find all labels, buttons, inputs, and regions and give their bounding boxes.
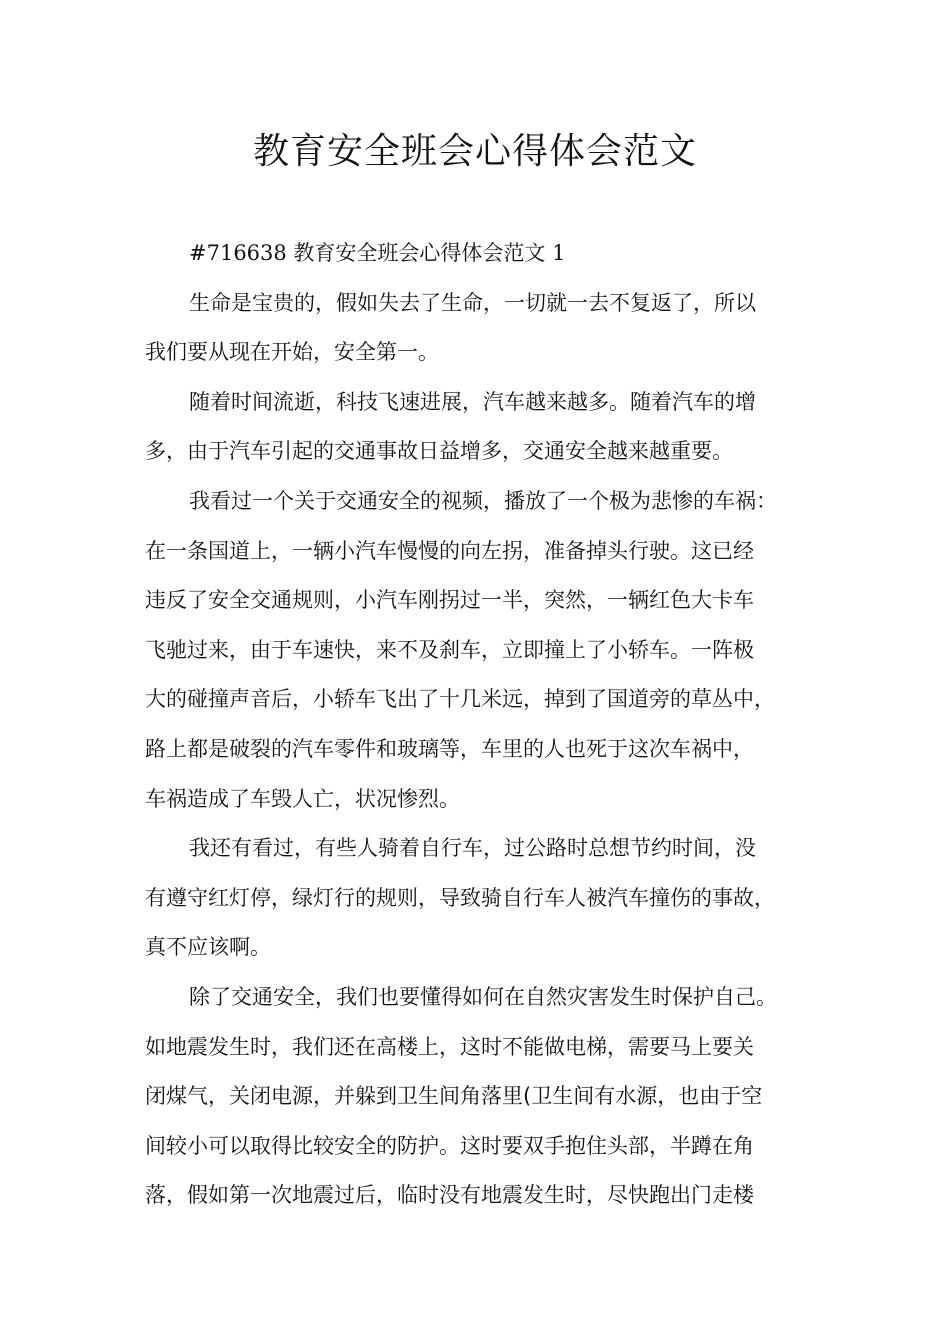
- paragraph-line: 路上都是破裂的汽车零件和玻璃等，车里的人也死于这次车祸中，: [145, 736, 754, 761]
- paragraph-line: 有遵守红灯停，绿灯行的规则，导致骑自行车人被汽车撞伤的事故，: [145, 885, 775, 910]
- paragraph-line: 我还有看过，有些人骑着自行车，过公路时总想节约时间，没: [189, 836, 756, 861]
- paragraph-line: 车祸造成了车毁人亡，状况惨烈。: [145, 786, 460, 811]
- document-title: 教育安全班会心得体会范文: [252, 131, 697, 172]
- section-heading: #716638 教育安全班会心得体会范文 1: [189, 241, 566, 265]
- paragraph-line: 大的碰撞声音后，小轿车飞出了十几米远，掉到了国道旁的草丛中，: [145, 687, 775, 712]
- paragraph-line: 真不应该啊。: [145, 935, 271, 960]
- document-body: [145, 229, 825, 1221]
- paragraph-line: 我们要从现在开始，安全第一。: [145, 340, 439, 365]
- paragraph-line: 在一条国道上，一辆小汽车慢慢的向左拐，准备掉头行驶。这已经: [145, 538, 754, 563]
- paragraph-line: 如地震发生时，我们还在高楼上，这时不能做电梯，需要马上要关: [145, 1034, 754, 1059]
- paragraph-line: 落，假如第一次地震过后，临时没有地震发生时，尽快跑出门走楼: [145, 1183, 754, 1208]
- paragraph-line: 间较小可以取得比较安全的防护。这时要双手抱住头部，半蹲在角: [145, 1133, 754, 1158]
- paragraph-line: 我看过一个关于交通安全的视频，播放了一个极为悲惨的车祸：: [189, 488, 777, 513]
- paragraph-line: 闭煤气，关闭电源，并躲到卫生间角落里(卫生间有水源，也由于空: [145, 1084, 763, 1109]
- paragraph-line: 多，由于汽车引起的交通事故日益增多，交通安全越来越重要。: [145, 439, 733, 464]
- paragraph-line: 生命是宝贵的，假如失去了生命，一切就一去不复返了，所以: [189, 290, 756, 315]
- paragraph-line: 飞驰过来，由于车速快，来不及刹车，立即撞上了小轿车。一阵极: [145, 637, 754, 662]
- paragraph-line: 随着时间流逝，科技飞速进展，汽车越来越多。随着汽车的增: [189, 389, 756, 414]
- paragraph-line: 违反了安全交通规则，小汽车刚拐过一半，突然，一辆红色大卡车: [145, 588, 754, 613]
- paragraph-line: 除了交通安全，我们也要懂得如何在自然灾害发生时保护自己。: [189, 984, 777, 1009]
